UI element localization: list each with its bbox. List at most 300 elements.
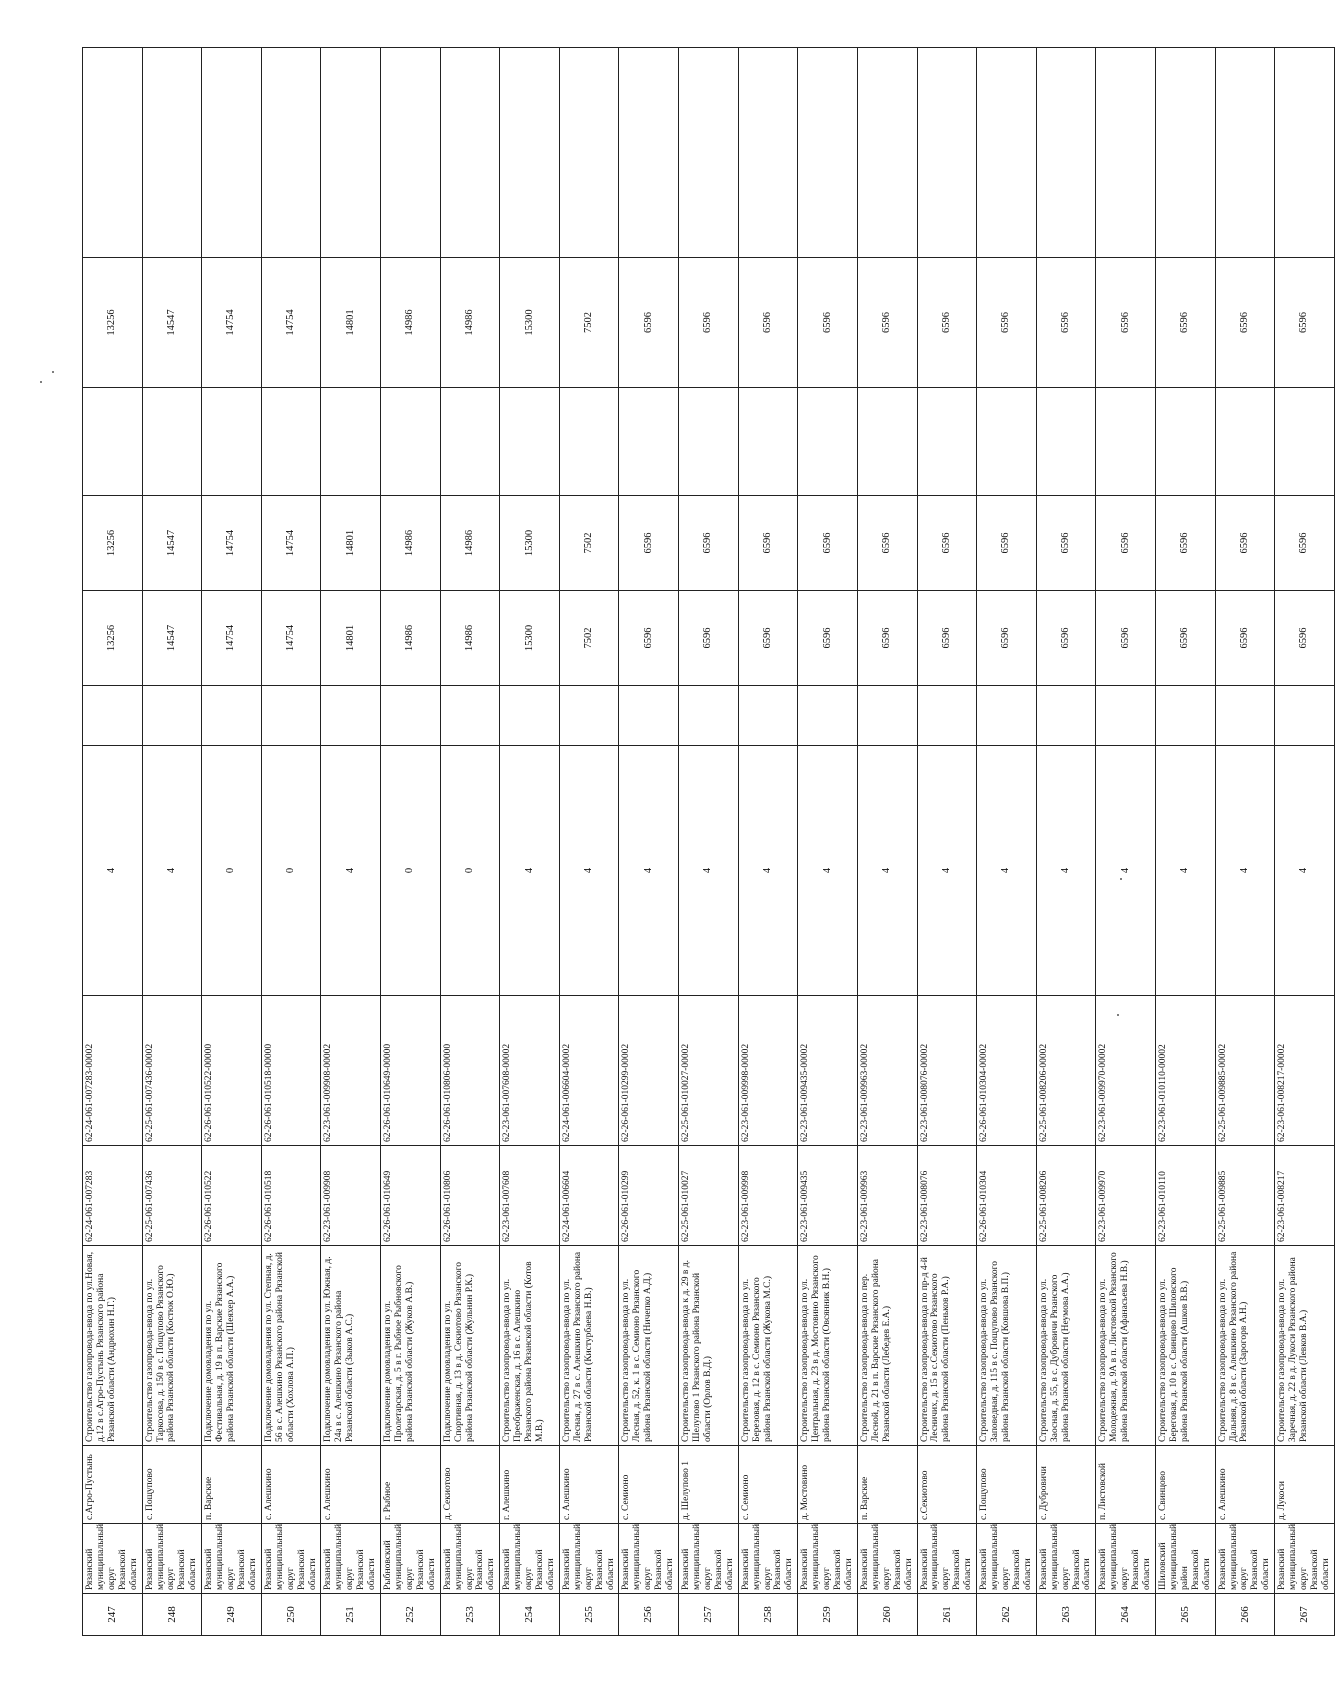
pressure-category-cell: 4 — [619, 746, 679, 996]
amount-cell: 14801 — [321, 591, 381, 686]
cadastral-number-cell: 62-23-061-008217 — [1275, 1146, 1335, 1246]
empty-cell — [500, 686, 560, 746]
pressure-category-cell: 0 — [440, 746, 500, 996]
empty-cell — [321, 48, 381, 258]
cadastral-number-cell: 62-25-061-008206 — [1036, 1146, 1096, 1246]
amount-cell: 6596 — [1096, 591, 1156, 686]
amount-cell: 6596 — [619, 496, 679, 591]
empty-cell — [738, 48, 798, 258]
amount-cell — [738, 388, 798, 496]
amount-cell — [440, 388, 500, 496]
amount-cell: 14547 — [142, 496, 202, 591]
pressure-category-cell: 4 — [679, 746, 739, 996]
settlement-cell: п. Варские — [857, 1446, 917, 1524]
description-cell: Строительство газопровода-ввода по ул. Береговая, д. 10 в с. Свинцово Шиловского района Рязанской области (Ашков В.В.) — [1155, 1246, 1215, 1446]
row-number: 261 — [917, 1594, 977, 1636]
pressure-category-cell: 4 — [500, 746, 560, 996]
amount-cell: 6596 — [1275, 258, 1335, 388]
amount-cell: 6596 — [1275, 591, 1335, 686]
request-number-cell: 62-24-061-006604-00002 — [559, 996, 619, 1146]
amount-cell: 6596 — [679, 258, 739, 388]
pressure-category-cell: 0 — [381, 746, 441, 996]
amount-cell: 14754 — [261, 496, 321, 591]
municipality-cell: Рязанский муниципальный округ Рязанской области — [798, 1524, 858, 1594]
amount-cell: 6596 — [619, 591, 679, 686]
municipality-cell: Рязанский муниципальный округ Рязанской области — [857, 1524, 917, 1594]
description-cell: Строительство газопровода-ввода по ул. Заповедная, д. 115 в с. Пощупово Рязанского района Рязанской области (Ковшова В.П.) — [977, 1246, 1037, 1446]
amount-cell: 6596 — [917, 496, 977, 591]
empty-cell — [1036, 48, 1096, 258]
description-cell: Строительство газопровода-ввода по ул. Молодежная, д. 9А в п. Листовской Рязанского района Рязанской области (Афанасьева Н.В.) — [1096, 1246, 1156, 1446]
pressure-category-cell: 4 — [1096, 746, 1156, 996]
empty-cell — [1275, 48, 1335, 258]
cadastral-number-cell: 62-25-061-010027 — [679, 1146, 739, 1246]
description-cell: Строительство газопровода-ввода по ул. Заосная, д. 55, в с. Дубровичи Рязанского района Рязанской области (Неумова А.А.) — [1036, 1246, 1096, 1446]
municipality-cell: Рязанский муниципальный округ Рязанской области — [202, 1524, 262, 1594]
amount-cell: 6596 — [679, 496, 739, 591]
empty-cell — [857, 686, 917, 746]
row-number: 262 — [977, 1594, 1037, 1636]
empty-cell — [1155, 686, 1215, 746]
request-number-cell: 62-26-061-010518-00000 — [261, 996, 321, 1146]
pressure-category-cell: 4 — [917, 746, 977, 996]
empty-cell — [619, 48, 679, 258]
municipality-cell: Рязанский муниципальный округ Рязанской области — [559, 1524, 619, 1594]
pressure-category-cell: 4 — [1036, 746, 1096, 996]
row-number: 255 — [559, 1594, 619, 1636]
table-row — [1275, 48, 1335, 1636]
pressure-category-cell: 4 — [1275, 746, 1335, 996]
settlement-cell: п. Варские — [202, 1446, 262, 1524]
cadastral-number-cell: 62-25-061-007436 — [142, 1146, 202, 1246]
empty-cell — [798, 686, 858, 746]
amount-cell: 6596 — [738, 591, 798, 686]
settlement-cell: с. Алешкино — [261, 1446, 321, 1524]
municipality-cell: Рязанский муниципальный округ Рязанской области — [83, 1524, 143, 1594]
settlement-cell: с. Семионо — [619, 1446, 679, 1524]
empty-cell — [83, 48, 143, 258]
request-number-cell: 62-26-061-010649-00000 — [381, 996, 441, 1146]
municipality-cell: Рязанский муниципальный округ Рязанской области — [261, 1524, 321, 1594]
empty-cell — [1275, 686, 1335, 746]
settlement-cell: с. Дубровичи — [1036, 1446, 1096, 1524]
request-number-cell: 62-25-061-009885-00002 — [1215, 996, 1275, 1146]
pressure-category-cell: 4 — [1155, 746, 1215, 996]
amount-cell — [559, 388, 619, 496]
amount-cell — [500, 388, 560, 496]
request-number-cell: 62-26-061-010304-00002 — [977, 996, 1037, 1146]
description-cell: Строительство газопровода-ввода по пер. Лесной, д. 21 в п. Варские Рязанского района Рязанской области (Лебедев Е.А.) — [857, 1246, 917, 1446]
description-cell: Подключение домовладения по ул. Степная, д. 56 в с. Алешкино Рязанского района Рязанской области (Хохлова А.П.) — [261, 1246, 321, 1446]
cadastral-number-cell: 62-26-061-010518 — [261, 1146, 321, 1246]
request-number-cell: 62-25-061-008206-00002 — [1036, 996, 1096, 1146]
empty-cell — [1215, 48, 1275, 258]
amount-cell: 6596 — [1036, 591, 1096, 686]
pressure-category-cell: 0 — [261, 746, 321, 996]
amount-cell: 14754 — [202, 591, 262, 686]
amount-cell: 14754 — [202, 258, 262, 388]
amount-cell: 14754 — [261, 258, 321, 388]
pressure-category-cell: 4 — [1215, 746, 1275, 996]
row-number: 251 — [321, 1594, 381, 1636]
row-number: 248 — [142, 1594, 202, 1636]
description-cell: Строительство газопровода-ввода по ул.Новая, д.12 в с.Агро-Пустынь Рязанского района Рязанской области (Андрюхин Н.Г.) — [83, 1246, 143, 1446]
empty-cell — [977, 48, 1037, 258]
description-cell: Строительство газопровода-ввода к д. 29 в д. Шелупово 1 Рязанского района Рязанской области (Орлов В.Д.) — [679, 1246, 739, 1446]
settlement-cell: д. Лукоси — [1275, 1446, 1335, 1524]
amount-cell: 14754 — [261, 591, 321, 686]
request-number-cell: 62-24-061-007283-00002 — [83, 996, 143, 1146]
cadastral-number-cell: 62-23-061-009908 — [321, 1146, 381, 1246]
amount-cell — [1275, 388, 1335, 496]
empty-cell — [1096, 686, 1156, 746]
cadastral-number-cell: 62-26-061-010806 — [440, 1146, 500, 1246]
amount-cell: 7502 — [559, 591, 619, 686]
empty-cell — [202, 686, 262, 746]
amount-cell: 6596 — [977, 258, 1037, 388]
settlement-cell: д. Шелупово 1 — [679, 1446, 739, 1524]
pressure-category-cell: 4 — [857, 746, 917, 996]
amount-cell — [977, 388, 1037, 496]
amount-cell: 6596 — [857, 591, 917, 686]
amount-cell: 14986 — [440, 258, 500, 388]
cadastral-number-cell: 62-26-061-010649 — [381, 1146, 441, 1246]
cadastral-number-cell: 62-26-061-010304 — [977, 1146, 1037, 1246]
municipality-cell: Рязанский муниципальный округ Рязанской области — [1215, 1524, 1275, 1594]
amount-cell — [1036, 388, 1096, 496]
empty-cell — [559, 48, 619, 258]
request-number-cell: 62-23-061-007608-00002 — [500, 996, 560, 1146]
municipality-cell: Шиловский муниципальный район Рязанской области — [1155, 1524, 1215, 1594]
amount-cell — [261, 388, 321, 496]
amount-cell — [679, 388, 739, 496]
empty-cell — [977, 686, 1037, 746]
row-number: 260 — [857, 1594, 917, 1636]
settlement-cell: с. Пощупово — [977, 1446, 1037, 1524]
amount-cell: 14986 — [440, 496, 500, 591]
request-number-cell: 62-26-061-010806-00000 — [440, 996, 500, 1146]
amount-cell: 6596 — [917, 591, 977, 686]
empty-cell — [440, 48, 500, 258]
amount-cell: 6596 — [798, 496, 858, 591]
table-row — [321, 48, 381, 1636]
empty-cell — [261, 48, 321, 258]
row-number: 250 — [261, 1594, 321, 1636]
amount-cell: 6596 — [1155, 591, 1215, 686]
amount-cell — [917, 388, 977, 496]
amount-cell — [619, 388, 679, 496]
amount-cell: 6596 — [1155, 496, 1215, 591]
municipality-cell: Рязанский муниципальный округ Рязанской области — [500, 1524, 560, 1594]
cadastral-number-cell: 62-23-061-010110 — [1155, 1146, 1215, 1246]
row-number: 263 — [1036, 1594, 1096, 1636]
empty-cell — [917, 48, 977, 258]
municipality-cell: Рыбновский муниципальный округ Рязанской области — [381, 1524, 441, 1594]
settlement-cell: с.Агро-Пустынь — [83, 1446, 143, 1524]
request-number-cell: 62-26-061-010299-00002 — [619, 996, 679, 1146]
description-cell: Подключение домовладения по ул. Фестивальная, д. 19 в п. Варские Рязанского района Рязанской области (Шеяхер А.А.) — [202, 1246, 262, 1446]
row-number: 254 — [500, 1594, 560, 1636]
row-number: 253 — [440, 1594, 500, 1636]
table-row — [1155, 48, 1215, 1636]
municipality-cell: Рязанский муниципальный округ Рязанской области — [679, 1524, 739, 1594]
empty-cell — [142, 686, 202, 746]
row-number: 265 — [1155, 1594, 1215, 1636]
cadastral-number-cell: 62-23-061-008076 — [917, 1146, 977, 1246]
gas-connection-table — [82, 47, 1335, 1636]
request-number-cell: 62-23-061-010110-00002 — [1155, 996, 1215, 1146]
table-row — [619, 48, 679, 1636]
settlement-cell: с.Секиотово — [917, 1446, 977, 1524]
table-row — [977, 48, 1037, 1636]
table-row — [679, 48, 739, 1636]
amount-cell: 6596 — [1155, 258, 1215, 388]
settlement-cell: с. Свинцово — [1155, 1446, 1215, 1524]
pressure-category-cell: 4 — [321, 746, 381, 996]
empty-cell — [1215, 686, 1275, 746]
request-number-cell: 62-25-061-007436-00002 — [142, 996, 202, 1146]
municipality-cell: Рязанский муниципальный округ Рязанской области — [977, 1524, 1037, 1594]
amount-cell: 14547 — [142, 591, 202, 686]
settlement-cell: г. Алешкино — [500, 1446, 560, 1524]
settlement-cell: с. Алешкино — [559, 1446, 619, 1524]
amount-cell — [798, 388, 858, 496]
request-number-cell: 62-23-061-009435-00002 — [798, 996, 858, 1146]
request-number-cell: 62-25-061-010027-00002 — [679, 996, 739, 1146]
amount-cell — [857, 388, 917, 496]
empty-cell — [1096, 48, 1156, 258]
description-cell: Строительство газопровода-ввода по ул. Дальняя, д. 8 в с. Алешкино Рязанского района Рязанской области (Зарогорв А.Н.) — [1215, 1246, 1275, 1446]
municipality-cell: Рязанский муниципальный округ Рязанской области — [142, 1524, 202, 1594]
pressure-category-cell: 4 — [798, 746, 858, 996]
settlement-cell: г. Рыбное — [381, 1446, 441, 1524]
cadastral-number-cell: 62-26-061-010299 — [619, 1146, 679, 1246]
amount-cell: 6596 — [798, 591, 858, 686]
empty-cell — [857, 48, 917, 258]
amount-cell: 14986 — [381, 591, 441, 686]
request-number-cell: 62-23-061-009970-00002 — [1096, 996, 1156, 1146]
empty-cell — [738, 686, 798, 746]
pressure-category-cell: 0 — [202, 746, 262, 996]
amount-cell: 6596 — [857, 258, 917, 388]
table-row — [1036, 48, 1096, 1636]
request-number-cell: 62-23-061-009908-00002 — [321, 996, 381, 1146]
amount-cell: 7502 — [559, 496, 619, 591]
municipality-cell: Рязанский муниципальный округ Рязанской области — [1275, 1524, 1335, 1594]
table-row — [1215, 48, 1275, 1636]
request-number-cell: 62-23-061-008076-00002 — [917, 996, 977, 1146]
amount-cell: 14986 — [440, 591, 500, 686]
table-row — [142, 48, 202, 1636]
settlement-cell: д. Мостовино — [798, 1446, 858, 1524]
amount-cell — [83, 388, 143, 496]
request-number-cell: 62-23-061-009963-00002 — [857, 996, 917, 1146]
amount-cell: 14986 — [381, 258, 441, 388]
empty-cell — [917, 686, 977, 746]
pressure-category-cell: 4 — [738, 746, 798, 996]
amount-cell: 6596 — [977, 496, 1037, 591]
description-cell: Строительство газопровода-ввода по ул. Лесная, д. 52, к. 1 в с. Семионо Рязанского района Рязанской области (Ничепко А.Д.) — [619, 1246, 679, 1446]
cadastral-number-cell: 62-23-061-009998 — [738, 1146, 798, 1246]
row-number: 257 — [679, 1594, 739, 1636]
cadastral-number-cell: 62-25-061-009885 — [1215, 1146, 1275, 1246]
municipality-cell: Рязанский муниципальный округ Рязанской области — [738, 1524, 798, 1594]
amount-cell — [321, 388, 381, 496]
row-number: 249 — [202, 1594, 262, 1636]
amount-cell: 6596 — [798, 258, 858, 388]
amount-cell — [381, 388, 441, 496]
description-cell: Строительство газопровода-ввода по ул. Лесная, д. 27 в с. Алешкино Рязанского района Рязанской области (Кистурбаева Н.В.) — [559, 1246, 619, 1446]
amount-cell — [1155, 388, 1215, 496]
settlement-cell: с. Семионо — [738, 1446, 798, 1524]
description-cell: Строительство газопровода-ввода по ул. Центральная, д. 23 в д. Мостовино Рязанского района Рязанской области (Овсянник В.Н.) — [798, 1246, 858, 1446]
amount-cell: 15300 — [500, 591, 560, 686]
row-number: 259 — [798, 1594, 858, 1636]
rotated-table-wrapper — [82, 48, 1331, 1636]
description-cell: Подключение домовладения по ул. Пролетарская, д. 5 в г. Рыбное Рыбновского района Рязанской области (Жуков А.В.) — [381, 1246, 441, 1446]
empty-cell — [321, 686, 381, 746]
amount-cell: 6596 — [1096, 258, 1156, 388]
row-number: 264 — [1096, 1594, 1156, 1636]
amount-cell: 6596 — [1215, 496, 1275, 591]
empty-cell — [679, 686, 739, 746]
amount-cell: 6596 — [1215, 591, 1275, 686]
cadastral-number-cell: 62-23-061-007608 — [500, 1146, 560, 1246]
amount-cell: 6596 — [1275, 496, 1335, 591]
empty-cell — [1036, 686, 1096, 746]
empty-cell — [798, 48, 858, 258]
empty-cell — [1155, 48, 1215, 258]
empty-cell — [679, 48, 739, 258]
settlement-cell: с. Алешкино — [1215, 1446, 1275, 1524]
table-row — [857, 48, 917, 1636]
amount-cell: 7502 — [559, 258, 619, 388]
description-cell: Подключение домовладения по ул. Спортивная, д. 13 в д. Секиотово Рязанского района Рязанской области (Жульнин Р.К.) — [440, 1246, 500, 1446]
amount-cell: 13256 — [83, 496, 143, 591]
row-number: 247 — [83, 1594, 143, 1636]
table-row — [500, 48, 560, 1636]
settlement-cell: с. Пощупово — [142, 1446, 202, 1524]
request-number-cell: 62-23-061-009998-00002 — [738, 996, 798, 1146]
municipality-cell: Рязанский муниципальный округ Рязанской области — [440, 1524, 500, 1594]
amount-cell: 6596 — [738, 496, 798, 591]
amount-cell: 14801 — [321, 258, 381, 388]
table-row — [83, 48, 143, 1636]
empty-cell — [202, 48, 262, 258]
amount-cell: 6596 — [1036, 496, 1096, 591]
row-number: 252 — [381, 1594, 441, 1636]
amount-cell — [1096, 388, 1156, 496]
amount-cell: 6596 — [1215, 258, 1275, 388]
settlement-cell: п. Листовской — [1096, 1446, 1156, 1524]
amount-cell: 6596 — [857, 496, 917, 591]
amount-cell: 14986 — [381, 496, 441, 591]
row-number: 256 — [619, 1594, 679, 1636]
amount-cell — [142, 388, 202, 496]
table-row — [381, 48, 441, 1636]
municipality-cell: Рязанский муниципальный округ Рязанской области — [619, 1524, 679, 1594]
table-row — [738, 48, 798, 1636]
description-cell: Строительство газопровода-ввода по ул. Березовая, д. 12 в с. Семионо Рязанского района Рязанской области (Жукова М.С.) — [738, 1246, 798, 1446]
amount-cell: 6596 — [619, 258, 679, 388]
cadastral-number-cell: 62-24-061-007283 — [83, 1146, 143, 1246]
municipality-cell: Рязанский муниципальный округ Рязанской области — [1036, 1524, 1096, 1594]
amount-cell: 6596 — [1036, 258, 1096, 388]
municipality-cell: Рязанский муниципальный округ Рязанской области — [1096, 1524, 1156, 1594]
description-cell: Строительство газопровода-ввода по ул. Таркосова, д. 150 в с. Пощупово Рязанского района Рязанской области (Костюк О.Ю.) — [142, 1246, 202, 1446]
request-number-cell: 62-26-061-010522-00000 — [202, 996, 262, 1146]
amount-cell: 14547 — [142, 258, 202, 388]
empty-cell — [440, 686, 500, 746]
cadastral-number-cell: 62-23-061-009435 — [798, 1146, 858, 1246]
empty-cell — [381, 686, 441, 746]
scan-speck — [1117, 1014, 1119, 1016]
municipality-cell: Рязанский муниципальный округ Рязанской области — [321, 1524, 381, 1594]
cadastral-number-cell: 62-24-061-006604 — [559, 1146, 619, 1246]
amount-cell: 6596 — [917, 258, 977, 388]
table-row — [798, 48, 858, 1636]
empty-cell — [619, 686, 679, 746]
cadastral-number-cell: 62-26-061-010522 — [202, 1146, 262, 1246]
settlement-cell: д. Секиотово — [440, 1446, 500, 1524]
table-row — [917, 48, 977, 1636]
row-number: 267 — [1275, 1594, 1335, 1636]
amount-cell — [1215, 388, 1275, 496]
amount-cell — [202, 388, 262, 496]
pressure-category-cell: 4 — [142, 746, 202, 996]
cadastral-number-cell: 62-23-061-009970 — [1096, 1146, 1156, 1246]
amount-cell: 13256 — [83, 591, 143, 686]
scan-speck — [52, 371, 54, 373]
table-row — [261, 48, 321, 1636]
pressure-category-cell: 4 — [559, 746, 619, 996]
pressure-category-cell: 4 — [977, 746, 1037, 996]
empty-cell — [381, 48, 441, 258]
table-row — [1096, 48, 1156, 1636]
scan-speck — [40, 381, 42, 383]
description-cell: Подключение домовладения по ул. Южная, д. 24а в с. Алешкино Рязанского района Рязанской области (Зыков А.С.) — [321, 1246, 381, 1446]
amount-cell: 6596 — [977, 591, 1037, 686]
cadastral-number-cell: 62-23-061-009963 — [857, 1146, 917, 1246]
table-row — [202, 48, 262, 1636]
table-row — [559, 48, 619, 1636]
description-cell: Строительство газопровода-ввода по ул. Заречная, д. 22 в д. Лукоси Рязанского района Рязанской области (Левков В.А.) — [1275, 1246, 1335, 1446]
row-number: 258 — [738, 1594, 798, 1636]
amount-cell: 6596 — [738, 258, 798, 388]
amount-cell: 6596 — [1096, 496, 1156, 591]
description-cell: Строительство газопровода-ввода по ул. Преображенская, д. 16 в с. Алешкино Рязанского района Рязанской области (Котов М.В.) — [500, 1246, 560, 1446]
amount-cell: 13256 — [83, 258, 143, 388]
pressure-category-cell: 4 — [83, 746, 143, 996]
settlement-cell: с. Алешкино — [321, 1446, 381, 1524]
amount-cell: 15300 — [500, 496, 560, 591]
amount-cell: 14754 — [202, 496, 262, 591]
description-cell: Строительство газопровода-ввода по пр-д 4-й Лесничих, д. 15 в с.Секиотово Рязанского района Рязанской области (Пеньков Р.А.) — [917, 1246, 977, 1446]
row-number: 266 — [1215, 1594, 1275, 1636]
amount-cell: 15300 — [500, 258, 560, 388]
empty-cell — [261, 686, 321, 746]
scan-speck — [1120, 878, 1122, 880]
empty-cell — [83, 686, 143, 746]
empty-cell — [559, 686, 619, 746]
empty-cell — [142, 48, 202, 258]
empty-cell — [500, 48, 560, 258]
table-row — [440, 48, 500, 1636]
amount-cell: 14801 — [321, 496, 381, 591]
request-number-cell: 62-23-061-008217-00002 — [1275, 996, 1335, 1146]
amount-cell: 6596 — [679, 591, 739, 686]
municipality-cell: Рязанский муниципальный округ Рязанской области — [917, 1524, 977, 1594]
